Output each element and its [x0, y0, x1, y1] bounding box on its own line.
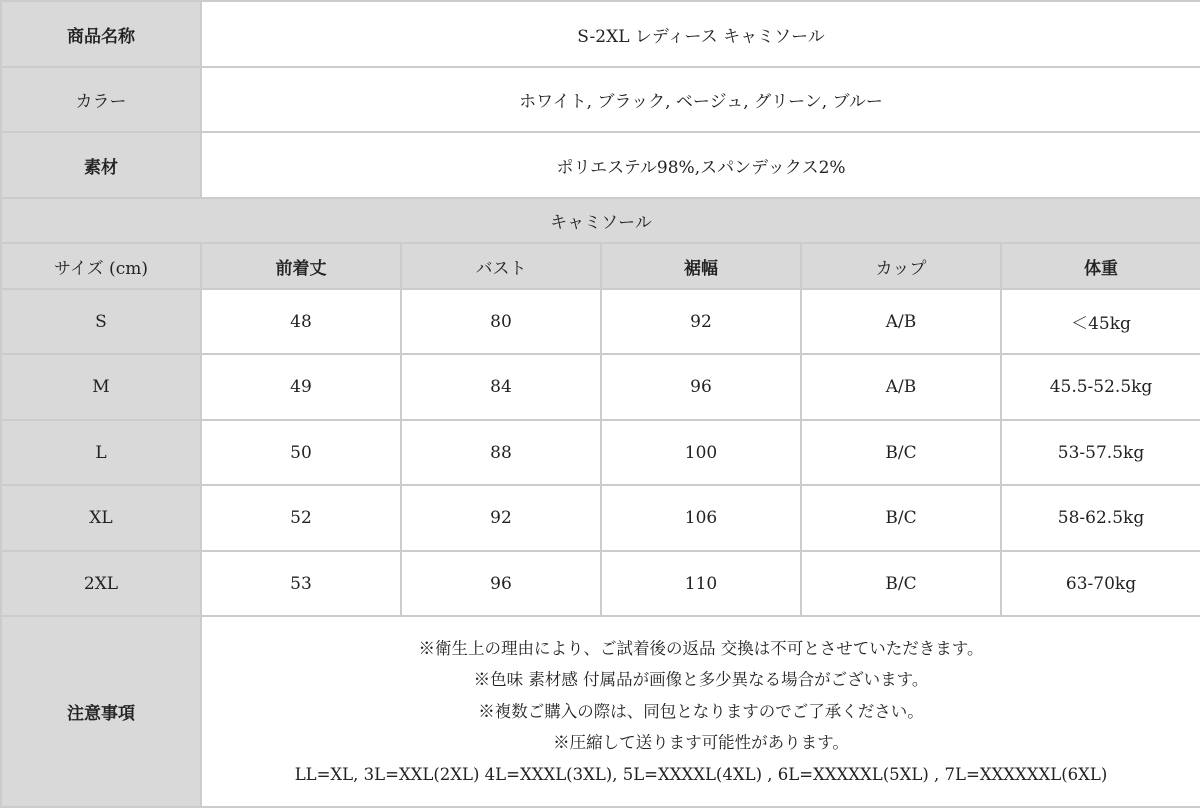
product-name-label: 商品名称: [1, 1, 201, 67]
front-length-value: 53: [201, 551, 401, 616]
notes-content: [201, 616, 1200, 807]
header-front-length: 前着丈: [201, 243, 401, 289]
hem-width-value: 100: [601, 420, 801, 485]
header-hem-width: 裾幅: [601, 243, 801, 289]
header-cup: カップ: [801, 243, 1001, 289]
size-table-title: キャミソール: [1, 198, 1200, 243]
note-line: ※圧縮して送ります可能性があります。: [553, 733, 849, 753]
size-label: M: [1, 354, 201, 420]
bust-value: 84: [401, 354, 601, 420]
weight-value: 63-70kg: [1001, 551, 1200, 616]
material-row: [1, 132, 1200, 198]
cup-value: B/C: [801, 551, 1001, 616]
hem-width-value: 96: [601, 354, 801, 420]
hem-width-value: 92: [601, 289, 801, 354]
notes-row: [1, 616, 1200, 807]
front-length-value: 49: [201, 354, 401, 420]
note-line: ※複数ご購入の際は、同包となりますのでご了承ください。: [478, 701, 924, 721]
bust-value: 92: [401, 485, 601, 551]
weight-value: 53-57.5kg: [1001, 420, 1200, 485]
table-row: [1, 289, 1200, 354]
bust-value: 88: [401, 420, 601, 485]
color-value: ホワイト, ブラック, ベージュ, グリーン, ブルー: [201, 67, 1200, 132]
weight-value: 45.5-52.5kg: [1001, 354, 1200, 420]
cup-value: A/B: [801, 354, 1001, 420]
header-weight: 体重: [1001, 243, 1200, 289]
front-length-value: 52: [201, 485, 401, 551]
weight-value: 58-62.5kg: [1001, 485, 1200, 551]
weight-value: ＜45kg: [1001, 289, 1200, 354]
front-length-value: 50: [201, 420, 401, 485]
color-label: カラー: [1, 67, 201, 132]
table-row: [1, 551, 1200, 616]
material-value: ポリエステル98%,スパンデックス2%: [201, 132, 1200, 198]
material-label: 素材: [1, 132, 201, 198]
size-label: 2XL: [1, 551, 201, 616]
color-row: [1, 67, 1200, 132]
bust-value: 96: [401, 551, 601, 616]
size-conversion-line: LL=XL, 3L=XXL(2XL) 4L=XXXL(3XL), 5L=XXXXL(4XL) , 6L=XXXXXL(5XL) , 7L=XXXXXXL(6XL): [294, 764, 1108, 784]
header-bust: バスト: [401, 243, 601, 289]
size-header-row: [1, 243, 1200, 289]
note-line: ※衛生上の理由により、ご試着後の返品 交換は不可とさせていただきます。: [418, 638, 984, 658]
cup-value: B/C: [801, 485, 1001, 551]
size-label: S: [1, 289, 201, 354]
product-name-value: S-2XL レディース キャミソール: [201, 1, 1200, 67]
cup-value: A/B: [801, 289, 1001, 354]
table-row: [1, 420, 1200, 485]
front-length-value: 48: [201, 289, 401, 354]
bust-value: 80: [401, 289, 601, 354]
product-name-row: [1, 1, 1200, 67]
table-row: [1, 485, 1200, 551]
notes-label: 注意事項: [1, 616, 201, 807]
hem-width-value: 110: [601, 551, 801, 616]
hem-width-value: 106: [601, 485, 801, 551]
table-row: [1, 354, 1200, 420]
cup-value: B/C: [801, 420, 1001, 485]
size-label: XL: [1, 485, 201, 551]
header-size: サイズ (cm): [1, 243, 201, 289]
size-table-title-row: [1, 198, 1200, 243]
size-label: L: [1, 420, 201, 485]
note-line: ※色味 素材感 付属品が画像と多少異なる場合がございます。: [473, 670, 929, 690]
